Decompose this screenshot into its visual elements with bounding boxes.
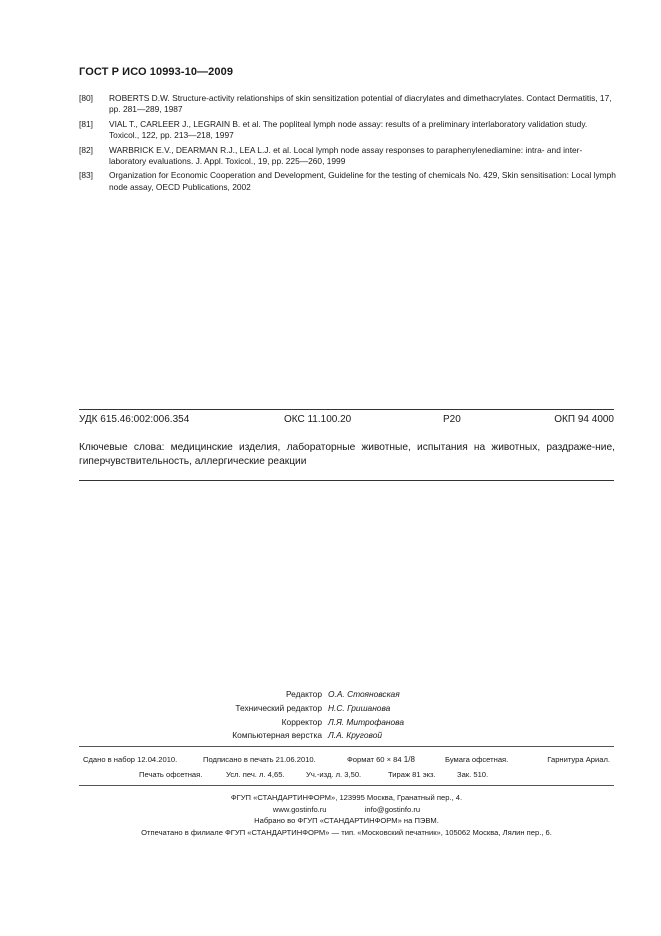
credit-role: Корректор	[281, 716, 322, 727]
copies: Тираж 81 экз.	[388, 770, 436, 779]
format-text: Формат 60 × 84	[347, 755, 402, 764]
keywords: Ключевые слова: медицинские изделия, лабораторные животные, испытания на животных, раздраже-ние, гиперчувствительность, аллергические реакции	[79, 442, 615, 467]
reference-number: [82]	[79, 144, 93, 155]
format-fraction: 1/8	[403, 755, 415, 764]
reference-text: WARBRICK E.V., DEARMAN R.J., LEA L.J. et al. Local lymph node assay responses to paraphenylenediamine: intra- and inter-laboratory evaluations. J. Appl. Toxicol., 19, pp. 225—260, 1999	[109, 144, 583, 166]
print-type: Печать офсетная.	[139, 770, 203, 779]
order-number: Зак. 510.	[457, 770, 489, 779]
print-sheets: Усл. печ. л. 4,65.	[226, 770, 285, 779]
credit-role: Компьютерная верстка	[232, 730, 322, 741]
reference-item	[79, 93, 619, 116]
document-header: ГОСТ Р ИСО 10993-10—2009	[79, 66, 234, 78]
reference-text: Organization for Economic Cooperation and Development, Guideline for the testing of chemicals No. 429, Skin sensitisation: Local lymph node assay, OECD Publications, 2002	[109, 170, 616, 192]
printed-note: Отпечатано в филиале ФГУП «СТАНДАРТИНФОРМ» — тип. «Московский печатник», 105062 Москва, Лялин пер., 6.	[141, 827, 552, 837]
publishing-divider-top	[79, 746, 614, 747]
signed-date: Подписано в печать 21.06.2010.	[203, 755, 316, 764]
oks-code: ОКС 11.100.20	[284, 414, 352, 425]
credits-block	[150, 688, 510, 743]
format-info	[347, 755, 415, 764]
okp-code: ОКП 94 4000	[554, 414, 614, 425]
printer-contacts	[79, 804, 614, 816]
typeset-note: Набрано во ФГУП «СТАНДАРТИНФОРМ» на ПЭВМ.	[254, 816, 439, 826]
credit-name: Н.С. Гришанова	[328, 702, 391, 713]
reference-number: [83]	[79, 170, 93, 181]
printer-info	[79, 792, 614, 838]
website-link[interactable]: www.gostinfo.ru	[272, 804, 327, 814]
credit-proofreader	[150, 716, 510, 730]
publishing-divider-bottom	[79, 785, 614, 786]
credit-layout	[150, 729, 510, 743]
credit-role: Редактор	[285, 689, 322, 699]
credit-name: Л.А. Круговой	[328, 730, 383, 741]
reference-text: VIAL T., CARLEER J., LEGRAIN B. et al. The popliteal lymph node assay: results of a preliminary interlaboratory validation study. Toxicol., 122, pp. 213—218, 1997	[109, 118, 588, 141]
group-code: Р20	[443, 414, 461, 425]
reference-number: [81]	[79, 118, 93, 129]
pub-sheets: Уч.-изд. л. 3,50.	[306, 770, 362, 779]
reference-item	[79, 119, 619, 142]
reference-item	[79, 170, 619, 193]
set-date: Сдано в набор 12.04.2010.	[83, 755, 178, 764]
credit-name: О.А. Стояновская	[328, 689, 400, 699]
credit-tech-editor	[150, 702, 510, 716]
credit-role: Технический редактор	[235, 702, 322, 713]
udk-code: УДК 615.46:002:006.354	[79, 414, 190, 425]
reference-item	[79, 145, 619, 168]
references-list	[79, 93, 619, 196]
credit-editor	[150, 688, 510, 702]
reference-text: ROBERTS D.W. Structure-activity relationships of skin sensitization potential of diacrylates and dimethacrylates. Contact Dermatitis, 17, pp. 281—289, 1987	[109, 93, 612, 115]
credit-name: Л.Я. Митрофанова	[328, 716, 405, 727]
typeface: Гарнитура Ариал.	[547, 755, 610, 764]
email-link[interactable]: info@gostinfo.ru	[364, 804, 421, 814]
reference-number: [80]	[79, 93, 93, 103]
divider-top	[79, 409, 614, 410]
paper-type: Бумага офсетная.	[445, 755, 509, 764]
printer-address: ФГУП «СТАНДАРТИНФОРМ», 123995 Москва, Гранатный пер., 4.	[230, 793, 463, 802]
divider-bottom	[79, 480, 614, 481]
